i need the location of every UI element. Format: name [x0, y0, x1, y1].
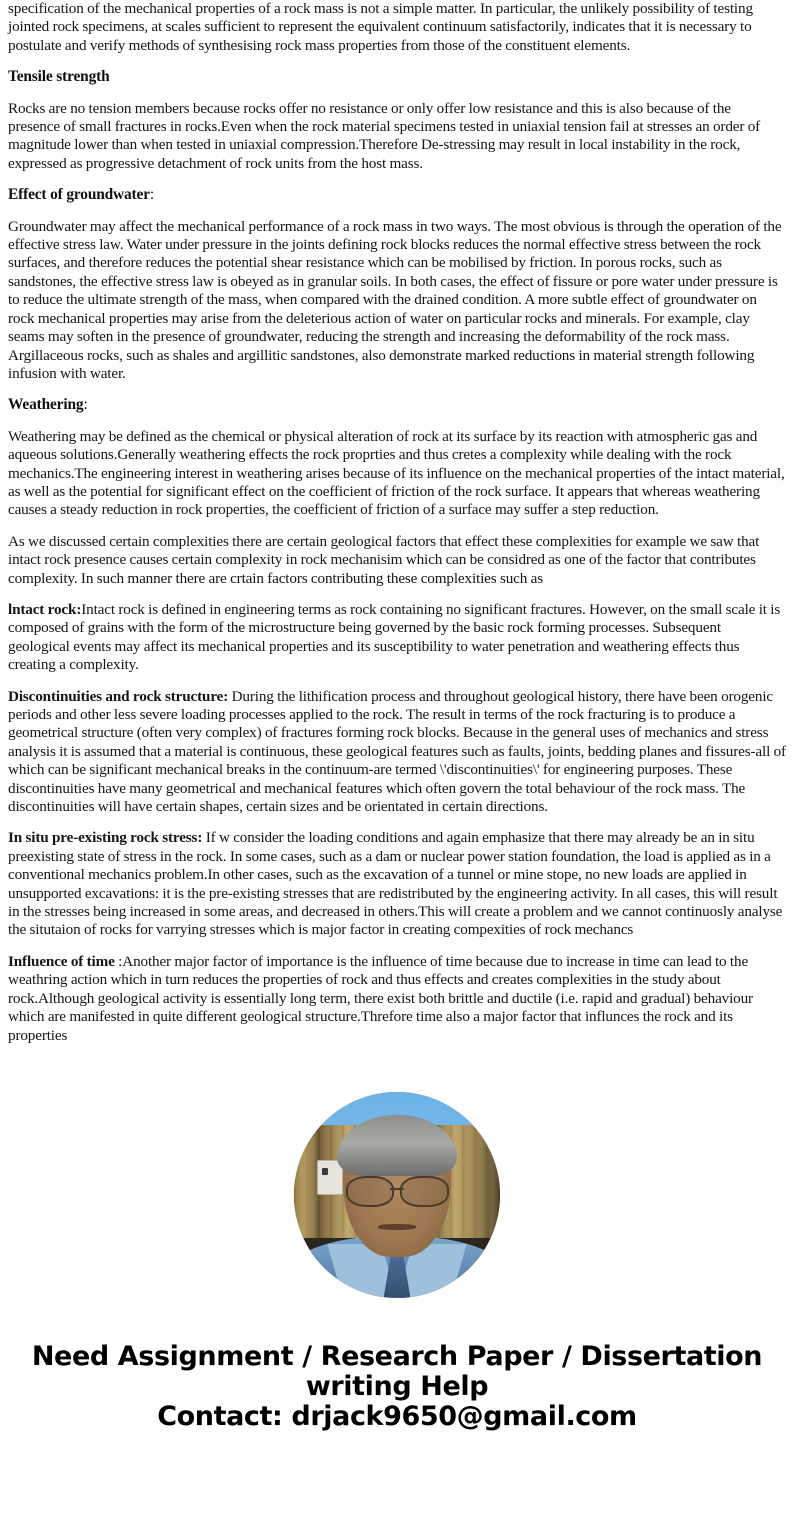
complexities-paragraph: As we discussed certain complexities there are certain geological factors that effect these complexities for example we saw that intact rock presence causes certain complexity in rock mechanisim which can be considred as one of the factor that contributes complexity. In such manner there are crtain factors contributing these complexities such as	[8, 532, 760, 587]
avatar-lens-left	[346, 1176, 394, 1207]
avatar-mouth	[378, 1224, 415, 1230]
lead-paragraph-in-situ-stress	[8, 829, 786, 939]
lead-paragraph-discontinuities	[8, 688, 786, 817]
lead-label-intact-rock: lntact rock	[8, 600, 77, 618]
lead-paragraph-influence-of-time	[8, 953, 786, 1045]
intro-paragraph: specification of the mechanical properties of a rock mass is not a simple matter. In particular, the unlikely possibility of testing jointed rock specimens, at scales sufficient to represent the equivalent continuum satisfactorily, indicates that it is necessary to postulate and verify methods of synthesising rock mass properties from those of the constituent elements.	[8, 0, 753, 54]
promo-contact-line: Contact: drjack9650@gmail.com	[157, 1400, 637, 1432]
heading-tensile-strength: Tensile strength	[8, 68, 110, 86]
promo-line-1: Need Assignment / Research Paper / Dissertation	[31, 1340, 763, 1372]
lead-separator-influence-of-time: :	[114, 952, 123, 970]
promo-block	[8, 1342, 786, 1432]
avatar-eyeglasses	[346, 1176, 449, 1203]
promo-line-2: writing Help	[305, 1370, 489, 1402]
heading-weathering	[8, 396, 786, 414]
tensile-strength-paragraph: Rocks are no tension members because rocks offer no resistance or only offer low resistance and this is also because of the presence of small fractures in rocks.Even when the rock material specimens tested in uniaxial tension fail at stresses an order of magnitude lower than when tested in uniaxial compression.Therefore De-stressing may result in local instability in the rock, expressed as progressive detachment of rock units from the host mass.	[8, 99, 761, 172]
lead-body-influence-of-time: Another major factor of importance is the influence of time because due to increase in time can lead to the weathring action which in turn reduces the properties of rock and thus effects and creates complexities in the study about rock.Although geological activity is essentially long term, there exist both brittle and ductile (i.e. rapid and gradual) behaviour which are manifested in quite different geological structure.Threfore time also a major factor that influnces the rock and its properties	[8, 952, 753, 1044]
lead-label-discontinuities: Discontinuities and rock structure	[8, 687, 224, 705]
heading-weathering-colon: :	[83, 396, 88, 414]
lead-body-discontinuities: During the lithification process and throughout geological history, there have been orogenic periods and other less severe loading processes applied to the rock. The result in terms of the rock fracturing is to produce a geometrical structure (often very complex) of fractures forming rock blocks. Because in the general uses of mechanics and stress analysis it is assumed that a material is continuous, these geological features such as faults, joints, bedding planes and fissures-all of which can be significant mechanical breaks in the continuum-are termed \'discontinuities\' for engineering purposes. These discontinuities have many geometrical and mechanical features which often govern the total behaviour of the rock mass. The discontinuities will have certain shapes, certain sizes and be orientated in certain directions.	[8, 687, 786, 816]
lead-body-intact-rock: Intact rock is defined in engineering terms as rock containing no significant fractures. However, on the small scale it is composed of grains with the form of the microstructure being governed by the basic rock forming processes. Subsequent geological events may affect its mechanical properties and its susceptibility to water penetration and weathering effects thus creating a complexity.	[8, 600, 781, 674]
lead-separator-intact-rock: :	[76, 600, 82, 618]
lead-label-in-situ-stress: In situ pre-existing rock stress	[8, 829, 198, 847]
lead-label-influence-of-time: Influence of time	[8, 952, 115, 970]
lead-body-in-situ-stress: If w consider the loading conditions and again emphasize that there may already be an in situ preexisting state of stress in the rock. In some cases, such as a dam or nuclear power station foundation, the load is applied as in a conventional mechanics problem.In other cases, such as the excavation of a tunnel or mine stope, no new loads are applied in unsupported excavations: it is the pre-existing stresses that are redistributed by the engineering activity. In all cases, this will result in the stresses being increased in some areas, and decreased in others.This will create a problem and we cannot continuosly analyse the situtaion of rocks for varrying stresses which is major factor in creating compexities of rock mechancs	[8, 829, 783, 939]
weathering-paragraph: Weathering may be defined as the chemical or physical alteration of rock at its surface by its reaction with atmospheric gas and aqueous solutions.Generally weathering effects the rock proprties and thus cretes a complexity while dealing with the rock mechanics.The engineering interest in weathering arises because of its influence on the mechanical properties of the intact material, as well as the potential for significant effect on the coefficient of friction of the rock surface. It appears that whereas weathering causes a steady reduction in rock properties, the coefficient of friction of a surface may suffer a step reduction.	[8, 427, 785, 519]
heading-weathering-text: Weathering	[8, 396, 84, 414]
avatar-container	[8, 1092, 786, 1298]
heading-effect-of-groundwater-text: Effect of groundwater	[8, 186, 150, 204]
groundwater-paragraph: Groundwater may affect the mechanical performance of a rock mass in two ways. The most obvious is through the operation of the effective stress law. Water under pressure in the joints defining rock blocks reduces the normal effective stress between the rock surfaces, and therefore reduces the potential shear resistance which can be mobilised by friction. In porous rocks, such as sandstones, the effective stress law is obeyed as in granular soils. In both cases, the effect of fissure or pore water under pressure is to reduce the ultimate strength of the mass, when compared with the drained condition. A more subtle effect of groundwater on rock mechanical properties may arise from the deleterious action of water on particular rocks and minerals. For example, clay seams may soften in the presence of groundwater, reducing the strength and increasing the deformability of the rock mass. Argillaceous rocks, such as shales and argillitic sandstones, also demonstrate marked reductions in material strength following infusion with water.	[8, 217, 782, 382]
avatar-lens-right	[400, 1176, 448, 1207]
lead-separator-discontinuities: :	[223, 687, 232, 705]
lead-paragraph-intact-rock	[8, 601, 786, 675]
lead-separator-in-situ-stress: :	[197, 829, 206, 847]
avatar	[294, 1092, 500, 1298]
heading-effect-of-groundwater-colon: :	[149, 186, 155, 204]
heading-effect-of-groundwater	[8, 186, 786, 204]
